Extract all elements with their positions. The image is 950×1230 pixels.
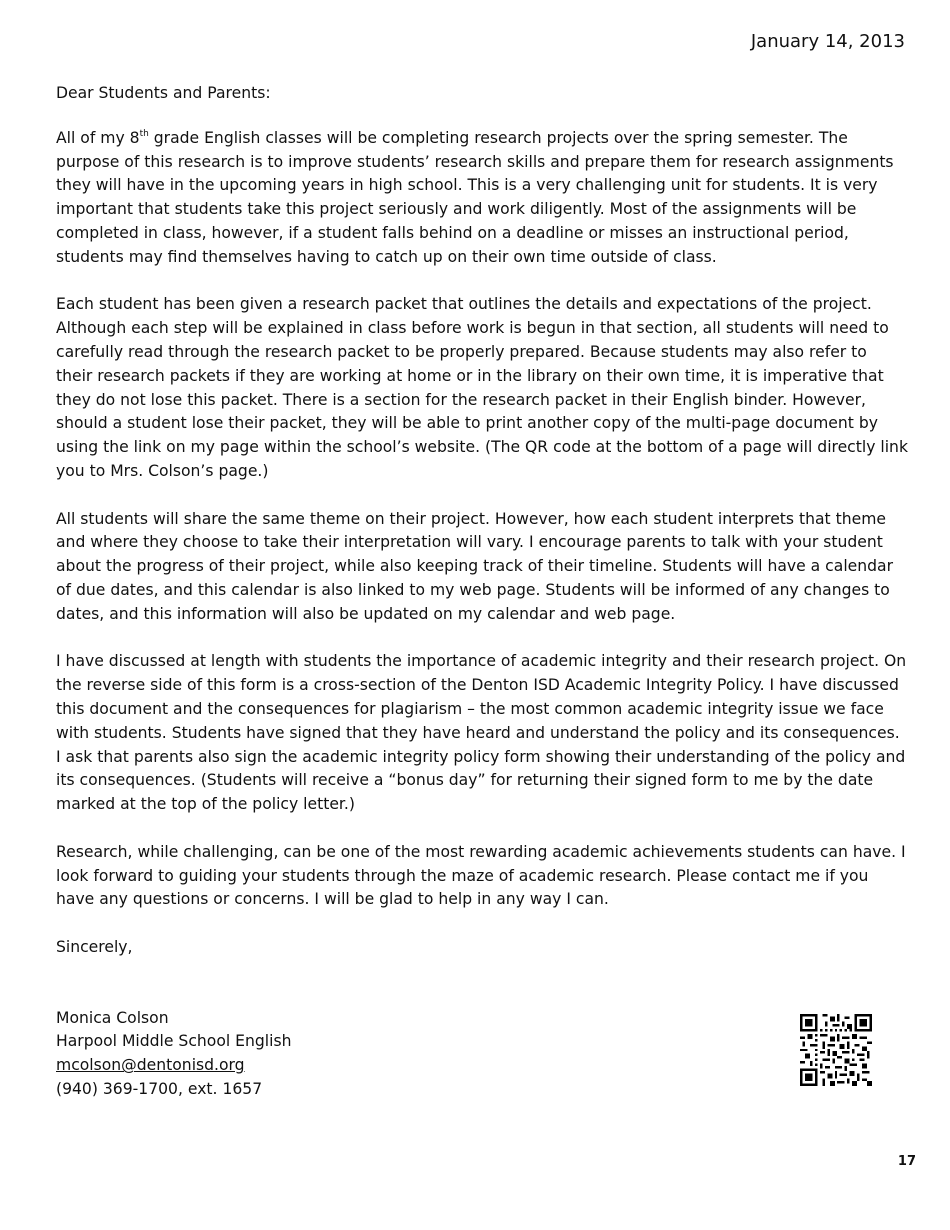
closing: Sincerely, [56, 937, 133, 956]
signature-name: Monica Colson [56, 1008, 169, 1027]
letter-body [56, 82, 908, 1102]
email-link[interactable]: mcolson@dentonisd.org [56, 1056, 245, 1075]
letter-date: January 14, 2013 [750, 31, 905, 52]
ordinal-suffix: th [139, 128, 149, 139]
paragraph-intro [56, 127, 908, 270]
signature-block [56, 1007, 908, 1102]
paragraph-research-packet: Each student has been given a research packet that outlines the details and expectations of the project. Although each step will be explained in class before work is begun in that section, all students will need to carefully read through the research packet to be properly prepared. Because students may also refer to their research packets if they are working at home or in the library on their own time, it is imperative that they do not lose this packet. There is a section for the research packet in their English binder. However, should a student lose their packet, they will be able to print another copy of the multi-page document by using the link on my page within the school’s website. (The QR code at the bottom of a page will directly link you to Mrs. Colson’s page.) [56, 295, 908, 480]
page-number: 17 [897, 1154, 916, 1169]
signature-school: Harpool Middle School English [56, 1032, 292, 1051]
qr-code-icon[interactable] [800, 1014, 872, 1086]
paragraph-theme: All students will share the same theme on their project. However, how each student interprets that theme and where they choose to take their interpretation will vary. I encourage parents to talk with your student about the progress of their project, while also keeping track of their timeline. Students will have a calendar of due dates, and this calendar is also linked to my web page. Students will be informed of any changes to dates, and this information will also be updated on my calendar and web page. [56, 509, 893, 623]
paragraph-academic-integrity: I have discussed at length with students the importance of academic integrity and their research project. On the reverse side of this form is a cross-section of the Denton ISD Academic Integrity Policy. I have discussed this document and the consequences for plagiarism – the most common academic integrity issue we face with students. Students have signed that they have heard and understand the policy and its consequences. I ask that parents also sign the academic integrity policy form showing their understanding of the policy and its consequences. (Students will receive a “bonus day” for returning their signed form to me by the date marked at the top of the policy letter.) [56, 652, 907, 814]
intro-pre: All of my 8 [56, 128, 140, 147]
signature-phone: (940) 369-1700, ext. 1657 [56, 1080, 263, 1099]
paragraph-conclusion: Research, while challenging, can be one of the most rewarding academic achievements students can have. I look forward to guiding your students through the maze of academic research. Please contact me if you have any questions or concerns. I will be glad to help in any way I can. [56, 842, 906, 909]
intro-post: grade English classes will be completing research projects over the spring semester. The purpose of this research is to improve students’ research skills and prepare them for research assignments they will have in the upcoming years in high school. This is a very challenging unit for students. It is very important that students take this project seriously and work diligently. Most of the assignments will be completed in class, however, if a student falls behind on a deadline or misses an instructional period, students may find themselves having to catch up on their own time outside of class. [56, 128, 894, 266]
salutation: Dear Students and Parents: [56, 84, 271, 102]
